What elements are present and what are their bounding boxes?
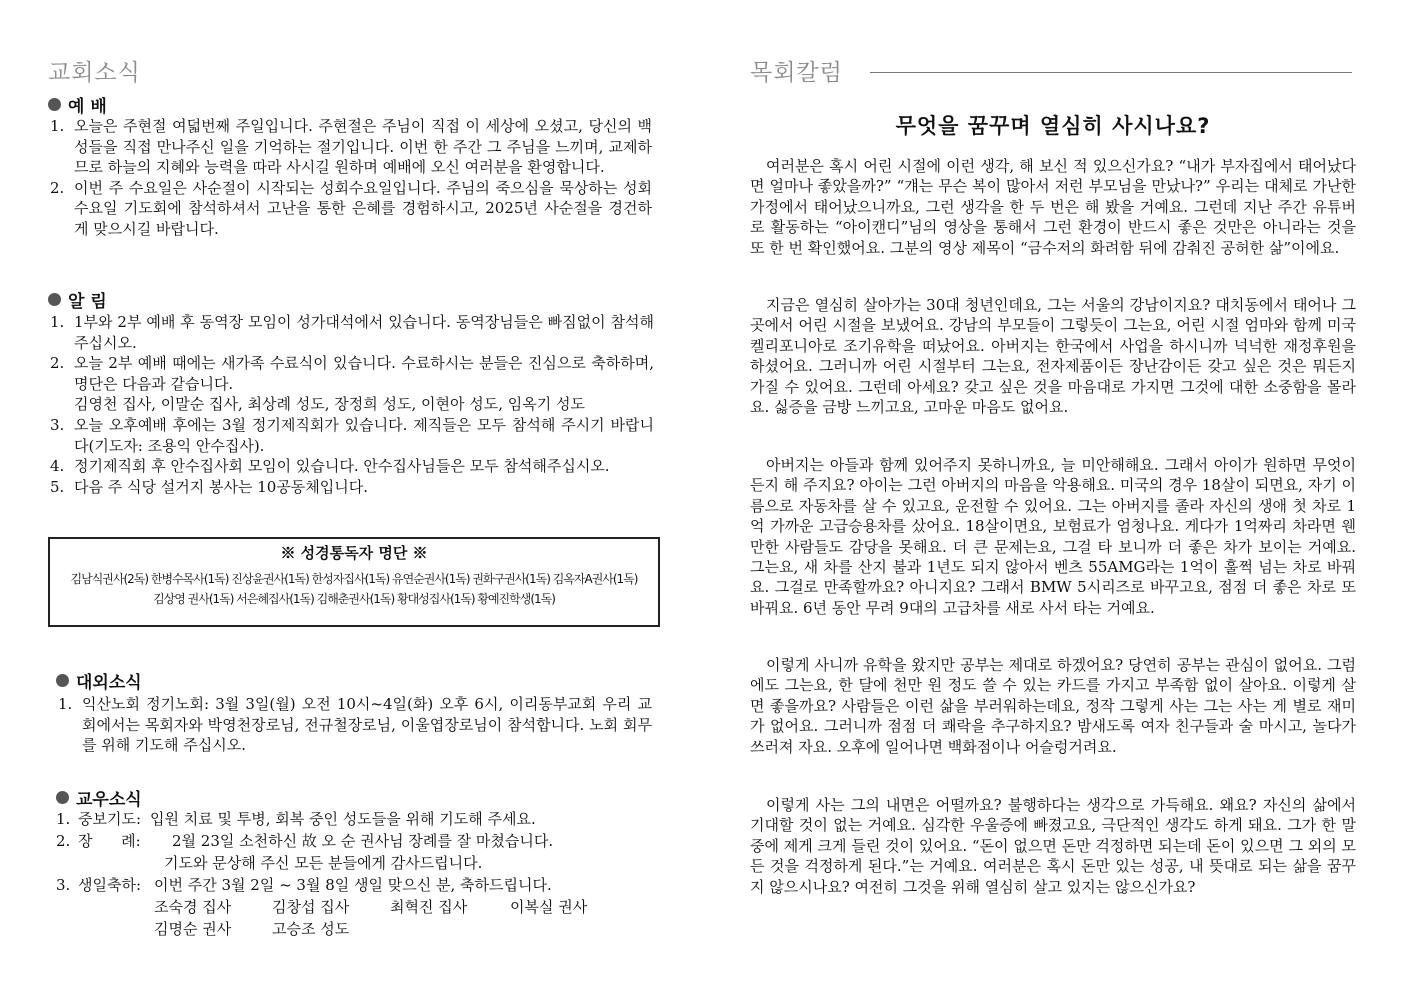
item-text: 김영천 집사, 이말순 집사, 최상례 성도, 장정희 성도, 이현아 성도, 임옥기 성도 [74,395,585,414]
item-number: 3. [50,415,65,434]
item-text: 익산노회 정기노회: 3월 3일(월) 오전 10시~4일(화) 오후 6시, 이리동부교회 우리 교회에서는 목회자와 박영천장로님, 전규철장로님, 이울엽장로님이 참석합니다. 노회 회무를 위해 기도해 주십시오. [82,695,652,755]
worship-section-title [48,92,107,117]
item-number: 1. [50,117,65,135]
notice-section-title [48,287,107,312]
notice-item [48,353,654,394]
notice-item [48,477,654,498]
birthday-names-row [56,918,656,940]
item-text: 오늘 오후예배 후에는 3월 정기제직회가 있습니다. 제직들은 모두 참석해 주시기 바랍니다(기도자: 조용익 안수집사). [74,415,654,455]
notice-list [48,312,654,497]
bible-readers-box [48,537,660,627]
item-text: 다음 주 식당 설거지 봉사는 10공동체입니다. [74,477,369,496]
column-paragraph: 아버지는 아들과 함께 있어주지 못하니까요, 늘 미안해해요. 그래서 아이가 원하면 무엇이든지 해 주지요? 아이는 그런 아버지의 마음을 악용해요. 미국의 경우 18살이 되면요, 자기 이름으로 자동차를 살 수 있고요, 운전할 수 있어요. 그는 아버지를 졸라 자신의 생애 첫 차로 1억 가까운 고급승용차를 샀어요. 18살이면요, 보험료가 엄청나요. 게다가 1억짜리 차라면 웬만한 사람들도 감당을 못해요. 더 큰 문제는요, 그걸 타 보니까 더 좋은 차가 보이는 거예요. 그는요, 새 차를 산지 불과 1년도 되지 않아서 벤츠 55AMG라는 1억이 훌쩍 넘는 차로 바꿔요. 그걸로 만족할까요? 아니지요? 그래서 BMW 5시리즈로 바꾸고요, 점점 더 좋은 차로 또 바꿔요. 6년 동안 무려 9대의 고급차를 새로 사서 타는 거예요. [750,456,1356,617]
item-number: 2. [56,832,71,850]
notice-item-names [48,394,654,415]
item-number: 1. [58,695,73,713]
funeral-item [56,830,656,852]
item-text: 오늘은 주현절 여덟번째 주일입니다. 주현절은 주님이 직접 이 세상에 오셨고, 당신의 백성들을 직접 만나주신 일을 기억하는 절기입니다. 이번 한 주간 그 주님을 느끼며, 교제하므로 하늘의 지혜와 능력을 따라 사시길 원하며 예배에 오신 여러분을 환영합니다. [74,117,652,177]
external-list [56,694,652,756]
item-text: 1부와 2부 예배 후 동역장 모임이 성가대석에서 있습니다. 동역장님들은 빠짐없이 참석해 주십시오. [74,313,654,352]
birthday-name: 조숙경 집사 [154,898,232,916]
members-section-title [56,785,142,810]
bullet-icon [48,293,61,306]
bible-readers-title: ※ 성경통독자 명단 ※ [280,544,428,562]
bible-readers-line: 김남식권사(2독) 한병수목사(1독) 진상윤권사(1독) 한성자집사(1독) 유연순권사(1독) 권화구권사(1독) 김옥자A권사(1독) [70,572,638,586]
notice-title-text: 알 림 [68,292,107,312]
item-number: 4. [50,457,65,476]
column-paragraph: 이렇게 사니까 유학을 왔지만 공부는 제대로 하겠어요? 당연히 공부는 관심이 없어요. 그럼에도 그는요, 한 달에 천만 원 정도 쓸 수 있는 카드를 가지고 부족함 없이 살아요. 이렇게 살면 좋을까요? 사람들은 이런 삶을 부러워하는데요, 정작 그렇게 사는 그는 사는 게 별로 재미가 없어요. 그러니까 점점 더 쾌락을 추구하지요? 밤새도록 여자 친구들과 술 마시고, 놀다가 쓰러져 자요. 오후에 일어나면 백화점이나 어슬렁거려요. [750,656,1356,756]
birthday-name: 최혁진 집사 [390,898,468,916]
item-number: 2. [50,354,65,373]
notice-item [48,456,654,477]
item-text: 이번 주 수요일은 사순절이 시작되는 성회수요일입니다. 주님의 죽으심을 묵상하는 성회 수요일 기도회에 참석하셔서 고난을 통한 은혜를 경험하시고, 2025년 사순절을 경건하게 맞으시길 바랍니다. [74,178,652,238]
item-label: 중보기도: [78,810,142,828]
birthday-name: 이복실 권사 [510,898,588,916]
worship-list [48,116,652,240]
worship-item [48,116,652,178]
bullet-icon [56,791,69,804]
item-text: 입원 치료 및 투병, 회복 중인 성도들을 위해 기도해 주세요. [150,810,536,828]
bible-readers-line: 김상영 권사(1독) 서은혜집사(1독) 김해춘권사(1독) 황대성집사(1독) 황예진학생(1독) [153,592,555,606]
item-number: 1. [56,810,71,828]
column-paragraph: 이렇게 사는 그의 내면은 어떨까요? 불행하다는 생각으로 가득해요. 왜요? 자신의 삶에서 기대할 것이 없는 거예요. 심각한 우울증에 빠졌고요, 극단적인 생각도 하게 돼요. 그가 한 말 중에 제게 크게 들린 것이 있어요. “돈이 없으면 돈만 걱정하면 되는데 돈이 있으면 그 외의 모든 것을 걱정하게 된다.”는 거예요. 여러분은 혹시 돈만 있는 성공, 내 뜻대로 되는 삶을 꿈꾸지 않으시나요? 여전히 그것을 위해 열심히 살고 있지는 않으신가요? [750,796,1356,896]
item-number: 1. [50,313,65,331]
members-title-text: 교우소식 [76,790,142,810]
bullet-icon [56,674,69,687]
item-text: 2월 23일 소천하신 故 오 순 권사님 장례를 잘 마쳤습니다. [172,832,554,850]
church-news-heading: 교회소식 [48,60,141,86]
external-section-title [56,668,142,693]
funeral-item-cont [56,852,656,874]
column-title: 무엇을 꿈꾸며 열심히 사시나요? [895,114,1211,138]
item-text: 정기제직회 후 안수집사회 모임이 있습니다. 안수집사님들은 모두 참석해주십시오. [74,457,610,476]
item-number: 5. [50,477,65,496]
worship-item [48,178,652,240]
column-paragraph: 여러분은 혹시 어린 시절에 이런 생각, 해 보신 적 있으신가요? “내가 부자집에서 태어났다면 얼마나 좋았을까?” “걔는 무슨 복이 많아서 저런 부모님을 만났나?” 우리는 대체로 가난한 가정에서 태어났으니까요, 그런 생각을 한 두 번은 해 봤을 거예요. 그런데 지난 주간 유튜버로 활동하는 “아이캔디”님의 영상을 통해서 그런 환경이 반드시 좋은 것만은 아니라는 것을 또 한 번 확인했어요. 그분의 영상 제목이 “금수저의 화려함 뒤에 감춰진 공허한 삶”이에요. [750,157,1356,257]
birthday-item [56,874,656,896]
members-list [56,808,656,940]
item-number: 2. [50,178,65,197]
prayer-item [56,808,656,830]
external-item [56,694,652,756]
item-label: 장 례: [78,832,141,850]
worship-title-text: 예 배 [68,97,107,117]
birthday-names-row [56,896,656,918]
item-number: 3. [56,876,71,894]
external-title-text: 대외소식 [76,673,142,693]
pastor-column-heading: 목회칼럼 [750,60,843,86]
birthday-name: 김창섭 집사 [272,898,350,916]
column-paragraph: 지금은 열심히 살아가는 30대 청년인데요, 그는 서울의 강남이지요? 대치동에서 태어나 그곳에서 어린 시절을 보냈어요. 강남의 부모들이 그렇듯이 그는요, 어린 시절 엄마와 함께 미국 켈리포니아로 조기유학을 떠났어요. 아버지는 한국에서 사업을 하시니까 넉넉한 재정후원을 하셨어요. 그러니까 어린 시절부터 그는요, 전자제품이든 장난감이든 갖고 싶은 것은 뭐든지 가질 수 있어요. 그런데 아세요? 갖고 싶은 것을 마음대로 가지면 그것에 대한 소중함을 몰라요. 싫증을 금방 느끼고요, 고마운 마음도 없어요. [750,296,1356,417]
notice-item [48,312,654,353]
birthday-name: 김명순 권사 [154,920,232,938]
bullet-icon [48,98,61,111]
item-label: 생일축하: [78,876,142,894]
item-text: 오늘 2부 예배 때에는 새가족 수료식이 있습니다. 수료하시는 분들은 진심으로 축하하며, 명단은 다음과 같습니다. [74,354,654,393]
notice-item [48,415,654,456]
birthday-name: 고승조 성도 [272,920,350,938]
item-text: 이번 주간 3월 2일 ~ 3월 8일 생일 맞으신 분, 축하드립니다. [154,876,552,894]
item-text: 기도와 문상해 주신 모든 분들에게 감사드립니다. [164,854,483,872]
heading-divider [870,72,1352,73]
